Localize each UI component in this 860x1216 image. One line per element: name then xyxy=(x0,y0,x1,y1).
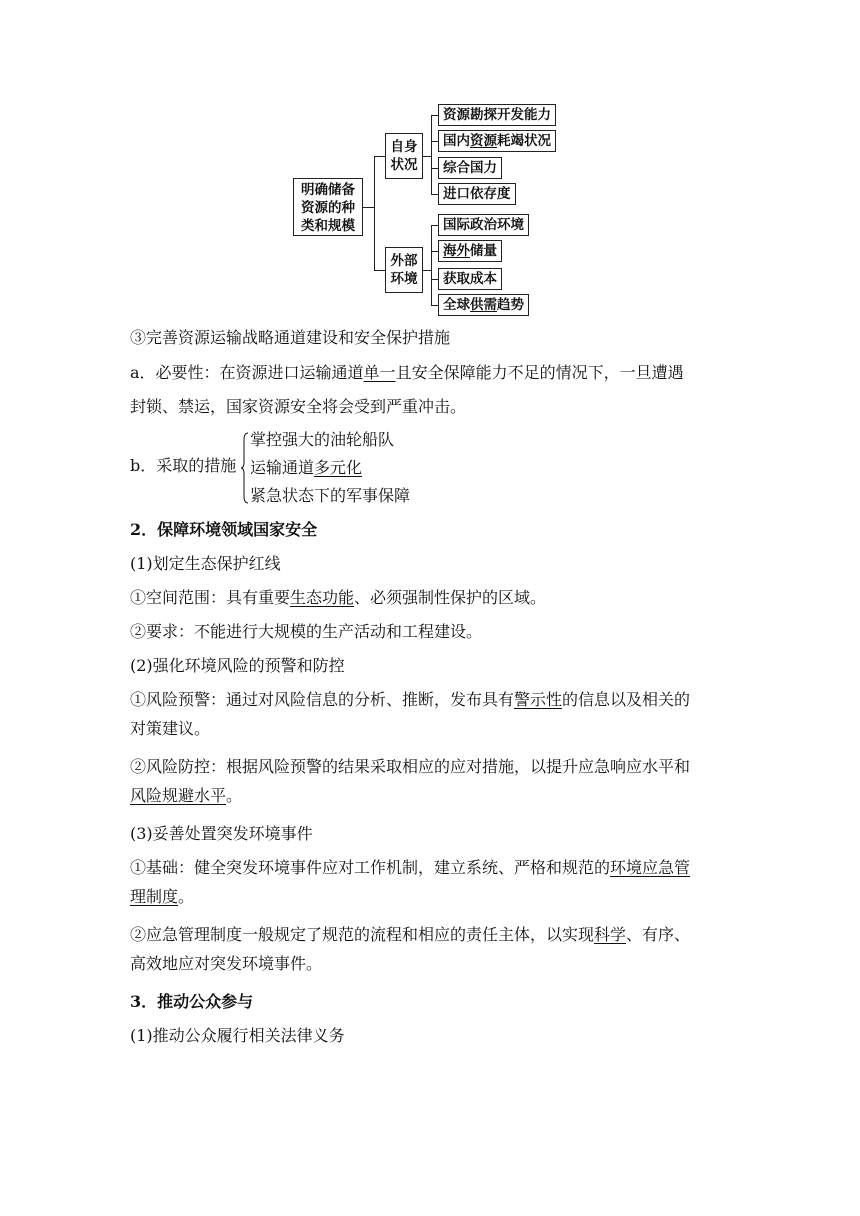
subsection-heading: (1)划定生态保护红线 xyxy=(130,554,281,573)
text-line xyxy=(130,924,690,946)
connector xyxy=(431,279,438,280)
subsection-heading: (1)推动公众履行相关法律义务 xyxy=(130,1026,345,1045)
connector xyxy=(431,115,438,116)
measure-item: 紧急状态下的军事保障 xyxy=(250,486,411,505)
subsection-heading: (2)强化环境风险的预警和防控 xyxy=(130,656,345,675)
leaf-node: 资源勘探开发能力 xyxy=(438,104,556,126)
text-span: ①空间范围：具有重要 xyxy=(130,588,291,607)
text-line: 高效地应对突发环境事件。 xyxy=(130,954,323,973)
connector xyxy=(423,270,431,271)
subsection-heading: (3)妥善处置突发环境事件 xyxy=(130,824,313,843)
connector xyxy=(431,225,432,306)
text-line: 对策建议。 xyxy=(130,719,211,738)
branch-label-line: 自身 xyxy=(390,139,418,155)
connector xyxy=(431,251,438,252)
measure-item: 掌控强大的油轮船队 xyxy=(250,430,395,449)
leaf-node: 国内资源耗竭状况 xyxy=(438,130,556,152)
underlined-term: 警示性 xyxy=(514,690,563,709)
leaf-node: 海外储量 xyxy=(438,240,502,262)
text-span: 运输通道 xyxy=(250,458,315,477)
connector xyxy=(431,225,438,226)
underlined-term: 环境应急管 xyxy=(610,858,691,877)
curly-brace-icon xyxy=(241,432,249,504)
text-line: ②要求：不能进行大规模的生产活动和工程建设。 xyxy=(130,622,483,641)
connector xyxy=(431,194,438,195)
text-line xyxy=(130,785,242,807)
text-line xyxy=(130,362,684,384)
text-span: 且安全保障能力不足的情况下，一旦遭遇 xyxy=(395,363,684,382)
underlined-term: 生态功能 xyxy=(290,588,355,607)
leaf-node: 进口依存度 xyxy=(438,183,516,205)
connector xyxy=(374,156,385,157)
leaf-node: 综合国力 xyxy=(438,157,502,179)
connector xyxy=(363,207,374,208)
connector xyxy=(374,270,385,271)
resource-storage-diagram xyxy=(285,98,575,320)
connector xyxy=(431,115,432,194)
text-line xyxy=(130,689,690,711)
underlined-fragment: 资源 xyxy=(470,133,497,149)
text-span: ①基础：健全突发环境事件应对工作机制，建立系统、严格和规范的 xyxy=(130,858,611,877)
connector xyxy=(423,156,431,157)
underlined-term: 理制度 xyxy=(130,887,179,906)
text-line xyxy=(130,587,546,609)
connector xyxy=(431,141,438,142)
text-span: a．必要性：在资源进口运输通道 xyxy=(130,363,364,382)
text-span: 、必须强制性保护的区域。 xyxy=(354,588,547,607)
section-heading: 2．保障环境领域国家安全 xyxy=(130,520,318,539)
text-span: 、有序、 xyxy=(626,925,691,944)
branch-node-external xyxy=(385,247,423,293)
underlined-term: 科学 xyxy=(594,925,627,944)
measures-label: b．采取的措施 xyxy=(130,456,237,475)
underlined-term: 单一 xyxy=(363,363,396,382)
text-span: 。 xyxy=(226,786,243,805)
connector xyxy=(431,305,438,306)
root-line: 资源的种 xyxy=(301,200,355,216)
branch-label-line: 状况 xyxy=(390,157,418,173)
underlined-term: 风险规避水平 xyxy=(130,786,227,805)
measure-item xyxy=(250,457,362,479)
connector xyxy=(374,156,375,271)
text-line: ③完善资源运输战略通道建设和安全保护措施 xyxy=(130,328,451,347)
leaf-node: 获取成本 xyxy=(438,268,502,290)
underlined-fragment: 供需 xyxy=(470,297,497,313)
leaf-node: 全球供需趋势 xyxy=(438,294,529,316)
text-line: ②风险防控：根据风险预警的结果采取相应的应对措施，以提升应急响应水平和 xyxy=(130,757,691,776)
root-line: 明确储备 xyxy=(301,182,355,198)
text-line xyxy=(130,886,194,908)
underlined-fragment: 海外 xyxy=(443,243,470,259)
diagram-root-node xyxy=(293,178,363,236)
leaf-node: 国际政治环境 xyxy=(438,214,529,236)
branch-node-internal xyxy=(385,133,423,179)
text-span: 。 xyxy=(178,887,195,906)
text-line xyxy=(130,857,690,879)
text-line: 封锁、禁运，国家资源安全将会受到严重冲击。 xyxy=(130,397,467,416)
section-heading: 3．推动公众参与 xyxy=(130,992,254,1011)
branch-label-line: 外部 xyxy=(390,253,418,269)
connector xyxy=(431,168,438,169)
text-span: ①风险预警：通过对风险信息的分析、推断，发布具有 xyxy=(130,690,515,709)
text-span: 的信息以及相关的 xyxy=(562,690,691,709)
text-span: ②应急管理制度一般规定了规范的流程和相应的责任主体，以实现 xyxy=(130,925,595,944)
underlined-term: 多元化 xyxy=(314,458,363,477)
branch-label-line: 环境 xyxy=(390,271,418,287)
root-line: 类和规模 xyxy=(301,218,355,234)
